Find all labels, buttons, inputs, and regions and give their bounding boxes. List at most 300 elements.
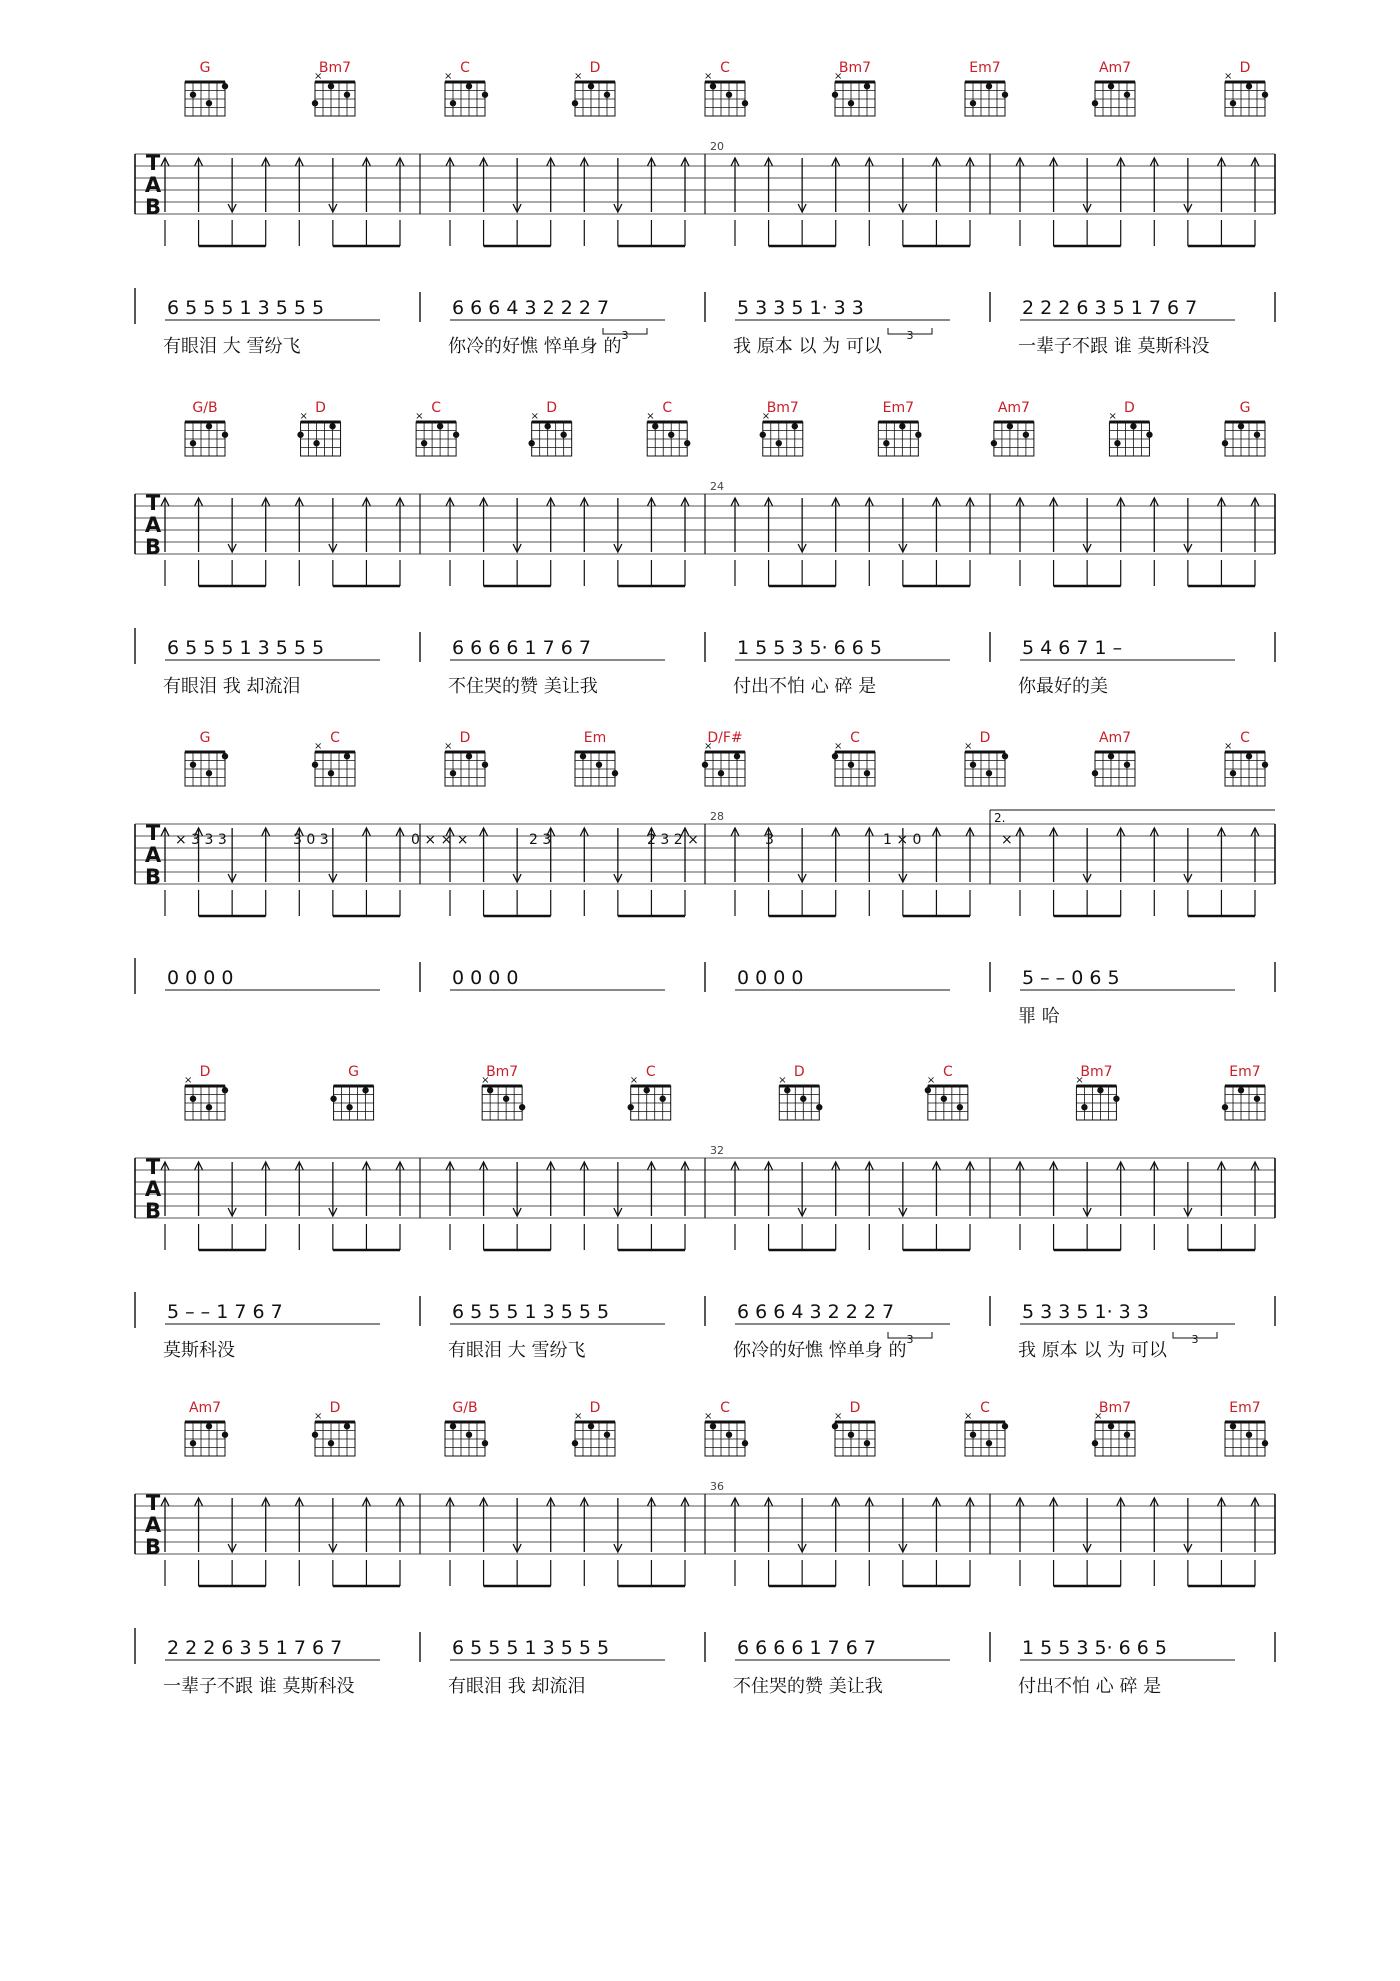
- jianpu-notation: 0 0 0 0: [167, 967, 234, 989]
- finger-dot: [864, 1440, 870, 1446]
- finger-dot: [652, 423, 658, 429]
- chord-diagram: [312, 730, 355, 786]
- chord-name: C: [1240, 730, 1250, 746]
- chord-diagram: [646, 400, 690, 456]
- muted-string-mark: ×: [629, 1075, 639, 1086]
- measure-number: 32: [710, 1144, 724, 1157]
- chord-diagram: [832, 1400, 875, 1456]
- finger-dot: [925, 1087, 931, 1093]
- finger-dot: [206, 1104, 212, 1110]
- chord-diagram: [778, 1064, 822, 1120]
- finger-dot: [190, 762, 196, 768]
- lyrics-line: 不住哭的赞 美让我: [448, 676, 598, 697]
- jianpu-notation: 5 – – 0 6 5: [1022, 967, 1120, 989]
- finger-dot: [986, 1440, 992, 1446]
- jianpu-notation: 6 6 6 4 3 2 2 2 7: [737, 1301, 895, 1323]
- tab-fret-numbers: 3: [765, 832, 774, 848]
- lyrics-line: 有眼泪 大 雪纷飞: [448, 1340, 586, 1361]
- jianpu-notation: 1 5 5 3 5· 6 6 5: [1022, 1637, 1168, 1659]
- finger-dot: [450, 1423, 456, 1429]
- muted-string-mark: ×: [1075, 1075, 1084, 1086]
- finger-dot: [726, 1432, 732, 1438]
- finger-dot: [190, 1440, 196, 1446]
- chord-diagram: [185, 730, 228, 786]
- chord-diagram: [704, 60, 748, 116]
- jianpu-notation: 1 5 5 3 5· 6 6 5: [737, 637, 883, 659]
- tab-fret-numbers: ×: [1001, 832, 1013, 848]
- jianpu-notation: 6 5 5 5 1 3 5 5 5: [452, 1637, 610, 1659]
- finger-dot: [1007, 423, 1013, 429]
- muted-string-mark: ×: [704, 71, 713, 82]
- measure-number: 20: [710, 140, 724, 153]
- chord-name: Bm7: [766, 400, 799, 416]
- finger-dot: [792, 423, 798, 429]
- chord-name: Am7: [188, 1400, 222, 1416]
- chord-diagram: [760, 400, 803, 456]
- tab-clef-letter: A: [144, 1177, 162, 1201]
- jianpu-notation: 6 5 5 5 1 3 5 5 5: [167, 637, 325, 659]
- finger-dot: [915, 432, 921, 438]
- chord-name: C: [720, 1400, 730, 1416]
- chord-name: G: [199, 730, 211, 746]
- finger-dot: [684, 440, 690, 446]
- lyrics-line: 我 原本 以 为 可以: [733, 336, 882, 357]
- jianpu-notation: 5 – – 1 7 6 7: [167, 1301, 283, 1323]
- muted-string-mark: ×: [574, 71, 583, 82]
- finger-dot: [362, 1087, 368, 1093]
- finger-dot: [190, 92, 196, 98]
- finger-dot: [482, 1440, 488, 1446]
- finger-dot: [832, 1423, 838, 1429]
- chord-diagram: [312, 1400, 355, 1456]
- jianpu-notation: 0 0 0 0: [452, 967, 519, 989]
- muted-string-mark: ×: [574, 1411, 583, 1422]
- finger-dot: [519, 1104, 525, 1110]
- finger-dot: [1222, 440, 1228, 446]
- chord-diagram: [1092, 60, 1135, 116]
- chord-diagram: [832, 60, 875, 116]
- finger-dot: [487, 1087, 493, 1093]
- system-1: [135, 60, 1275, 357]
- chord-diagram: [185, 60, 228, 116]
- triplet-mark: 3: [1191, 1333, 1199, 1346]
- finger-dot: [1097, 1087, 1103, 1093]
- tab-clef-letter: B: [144, 195, 162, 219]
- finger-dot: [644, 1087, 650, 1093]
- finger-dot: [1262, 1440, 1268, 1446]
- finger-dot: [742, 1440, 748, 1446]
- finger-dot: [466, 83, 472, 89]
- jianpu-notation: 2 2 2 6 3 5 1 7 6 7: [167, 1637, 343, 1659]
- finger-dot: [453, 432, 459, 438]
- muted-string-mark: ×: [834, 1411, 843, 1422]
- chord-name: D: [1124, 400, 1135, 416]
- tab-clef-letter: T: [145, 151, 161, 175]
- chord-name: C: [942, 1064, 953, 1080]
- finger-dot: [206, 1423, 212, 1429]
- finger-dot: [313, 440, 319, 446]
- finger-dot: [1124, 92, 1130, 98]
- tab-clef-letter: B: [144, 1535, 162, 1559]
- finger-dot: [206, 770, 212, 776]
- finger-dot: [604, 92, 610, 98]
- finger-dot: [848, 100, 854, 106]
- finger-dot: [784, 1087, 790, 1093]
- finger-dot: [330, 1096, 336, 1102]
- finger-dot: [628, 1104, 634, 1110]
- chord-name: D: [589, 60, 601, 76]
- chord-name: Bm7: [1080, 1064, 1113, 1080]
- jianpu-notation: 5 4 6 7 1 –: [1022, 637, 1123, 659]
- finger-dot: [344, 1423, 350, 1429]
- finger-dot: [503, 1096, 509, 1102]
- finger-dot: [660, 1096, 666, 1102]
- finger-dot: [1092, 770, 1098, 776]
- jianpu-notation: 6 5 5 5 1 3 5 5 5: [167, 297, 325, 319]
- muted-string-mark: ×: [1108, 411, 1117, 422]
- finger-dot: [1262, 92, 1268, 98]
- triplet-mark: 3: [906, 329, 914, 342]
- finger-dot: [1108, 753, 1114, 759]
- finger-dot: [1002, 92, 1008, 98]
- finger-dot: [588, 1423, 594, 1429]
- finger-dot: [544, 423, 550, 429]
- chord-diagram: [297, 400, 340, 456]
- chord-diagram: [185, 400, 228, 456]
- jianpu-notation: 5 3 3 5 1· 3 3: [737, 297, 864, 319]
- finger-dot: [450, 770, 456, 776]
- muted-string-mark: ×: [299, 411, 308, 422]
- finger-dot: [1130, 423, 1136, 429]
- tab-fret-numbers: 3 0 3: [293, 832, 329, 848]
- muted-string-mark: ×: [761, 411, 771, 422]
- tab-fret-numbers: × 3 3 3: [175, 832, 227, 848]
- finger-dot: [1222, 1104, 1228, 1110]
- finger-dot: [612, 770, 618, 776]
- tab-fret-numbers: 2 3: [529, 832, 552, 848]
- finger-dot: [329, 423, 335, 429]
- finger-dot: [1092, 1440, 1098, 1446]
- finger-dot: [1002, 1423, 1008, 1429]
- chord-name: C: [720, 60, 730, 76]
- chord-name: Em7: [882, 400, 915, 416]
- muted-string-mark: ×: [444, 741, 453, 752]
- chord-name: Em7: [1229, 1400, 1261, 1416]
- volta-bracket: 2.: [994, 811, 1006, 825]
- muted-string-mark: ×: [926, 1075, 936, 1086]
- chord-diagram: [481, 1064, 525, 1120]
- finger-dot: [328, 1440, 334, 1446]
- finger-dot: [832, 753, 838, 759]
- chord-name: D: [329, 1400, 341, 1416]
- finger-dot: [206, 423, 212, 429]
- finger-dot: [864, 770, 870, 776]
- finger-dot: [1254, 432, 1260, 438]
- finger-dot: [1124, 762, 1130, 768]
- finger-dot: [312, 762, 318, 768]
- finger-dot: [482, 92, 488, 98]
- finger-dot: [190, 1096, 196, 1102]
- triplet-mark: 3: [906, 1333, 914, 1346]
- finger-dot: [991, 440, 997, 446]
- chord-diagram: [628, 1064, 671, 1120]
- finger-dot: [1114, 440, 1120, 446]
- muted-string-mark: ×: [704, 1411, 713, 1422]
- jianpu-notation: 6 6 6 6 1 7 6 7: [737, 1637, 876, 1659]
- chord-diagram: [704, 1400, 748, 1456]
- finger-dot: [899, 423, 905, 429]
- lyrics-line: 付出不怕 心 碎 是: [733, 676, 877, 697]
- jianpu-notation: 6 6 6 4 3 2 2 2 7: [452, 297, 610, 319]
- chord-name: D: [315, 400, 326, 416]
- chord-diagram: [1222, 1064, 1265, 1120]
- chord-diagram: [965, 60, 1008, 116]
- muted-string-mark: ×: [1224, 71, 1233, 82]
- jianpu-notation: 6 5 5 5 1 3 5 5 5: [452, 1301, 610, 1323]
- finger-dot: [580, 753, 586, 759]
- finger-dot: [1238, 423, 1244, 429]
- finger-dot: [528, 440, 534, 446]
- muted-string-mark: ×: [314, 71, 323, 82]
- finger-dot: [1092, 100, 1098, 106]
- chord-name: C: [645, 1064, 656, 1080]
- muted-string-mark: ×: [778, 1075, 787, 1086]
- finger-dot: [604, 1432, 610, 1438]
- finger-dot: [344, 753, 350, 759]
- muted-string-mark: ×: [481, 1075, 490, 1086]
- chord-diagram: [528, 400, 571, 456]
- chord-name: Am7: [997, 400, 1030, 416]
- chord-diagram: [991, 400, 1034, 456]
- chord-name: Am7: [1098, 730, 1132, 746]
- lyrics-line: 有眼泪 大 雪纷飞: [163, 336, 301, 357]
- lyrics-line: 莫斯科没: [163, 1340, 235, 1361]
- chord-name: D: [589, 1400, 601, 1416]
- finger-dot: [710, 1423, 716, 1429]
- muted-string-mark: ×: [530, 411, 540, 422]
- tab-clef-letter: B: [144, 1199, 162, 1223]
- chord-name: C: [431, 400, 442, 416]
- tab-fret-numbers: 1 × 0: [883, 832, 922, 848]
- chord-diagram: [185, 1400, 228, 1456]
- chord-diagram: [878, 400, 921, 456]
- finger-dot: [726, 92, 732, 98]
- chord-name: Bm7: [1098, 1400, 1132, 1416]
- chord-diagram: [925, 1064, 968, 1120]
- chord-name: G: [199, 60, 211, 76]
- chord-name: D: [849, 1400, 861, 1416]
- tab-clef-letter: T: [145, 1155, 161, 1179]
- tab-clef-letter: T: [145, 491, 161, 515]
- finger-dot: [190, 440, 196, 446]
- lyrics-line: 你冷的好憔 悴单身 的: [733, 1340, 907, 1361]
- finger-dot: [848, 762, 854, 768]
- finger-dot: [702, 762, 708, 768]
- finger-dot: [346, 1104, 352, 1110]
- finger-dot: [312, 1432, 318, 1438]
- jianpu-notation: 5 3 3 5 1· 3 3: [1022, 1301, 1149, 1323]
- chord-diagram: [184, 1064, 228, 1120]
- chord-diagram: [572, 1400, 615, 1456]
- lyrics-line: 有眼泪 我 却流泪: [448, 1676, 586, 1697]
- chord-name: Am7: [1098, 60, 1132, 76]
- finger-dot: [710, 83, 716, 89]
- chord-name: G: [1239, 400, 1251, 416]
- finger-dot: [312, 100, 318, 106]
- chord-diagram: [1092, 730, 1135, 786]
- muted-string-mark: ×: [1094, 1411, 1103, 1422]
- finger-dot: [848, 1432, 854, 1438]
- finger-dot: [588, 83, 594, 89]
- lyrics-line: 一辈子不跟 谁 莫斯科没: [1018, 336, 1210, 357]
- chord-diagram: [330, 1064, 373, 1120]
- finger-dot: [1254, 1096, 1260, 1102]
- chord-name: D: [546, 400, 558, 416]
- finger-dot: [466, 1432, 472, 1438]
- chord-name: C: [850, 730, 860, 746]
- chord-name: D: [793, 1064, 805, 1080]
- chord-diagram: [572, 60, 615, 116]
- chord-diagram: [1224, 60, 1268, 116]
- finger-dot: [596, 762, 602, 768]
- jianpu-notation: 2 2 2 6 3 5 1 7 6 7: [1022, 297, 1198, 319]
- tab-clef-letter: A: [144, 173, 162, 197]
- muted-string-mark: ×: [1224, 741, 1233, 752]
- chord-name: C: [980, 1400, 990, 1416]
- finger-dot: [1246, 753, 1252, 759]
- tab-fret-numbers: 2 3 2 ×: [647, 832, 699, 848]
- chord-name: Em7: [969, 60, 1001, 76]
- chord-name: Bm7: [486, 1064, 519, 1080]
- system-4: [135, 1064, 1275, 1361]
- chord-diagram: [964, 1400, 1008, 1456]
- finger-dot: [832, 92, 838, 98]
- system-5: [135, 1400, 1275, 1697]
- chord-diagram: [445, 1400, 488, 1456]
- finger-dot: [328, 83, 334, 89]
- finger-dot: [1081, 1104, 1087, 1110]
- chord-name: C: [330, 730, 340, 746]
- finger-dot: [1230, 770, 1236, 776]
- finger-dot: [970, 100, 976, 106]
- measure-number: 36: [710, 1480, 724, 1493]
- chord-diagram: [964, 730, 1008, 786]
- finger-dot: [957, 1104, 963, 1110]
- chord-diagram: [1075, 1064, 1119, 1120]
- muted-string-mark: ×: [964, 741, 973, 752]
- finger-dot: [344, 92, 350, 98]
- finger-dot: [222, 432, 228, 438]
- lyrics-line: 罪 哈: [1018, 1006, 1060, 1027]
- measure-number: 28: [710, 810, 724, 823]
- chord-diagram: [415, 400, 459, 456]
- finger-dot: [1230, 100, 1236, 106]
- finger-dot: [1230, 1423, 1236, 1429]
- chord-diagram: [575, 730, 618, 786]
- chord-name: D: [979, 730, 991, 746]
- chord-name: G: [348, 1064, 360, 1080]
- lyrics-line: 你冷的好憔 悴单身 的: [448, 336, 622, 357]
- finger-dot: [1238, 1087, 1244, 1093]
- muted-string-mark: ×: [184, 1075, 193, 1086]
- muted-string-mark: ×: [314, 741, 323, 752]
- finger-dot: [970, 1432, 976, 1438]
- finger-dot: [986, 83, 992, 89]
- jianpu-notation: 0 0 0 0: [737, 967, 804, 989]
- finger-dot: [560, 432, 566, 438]
- finger-dot: [941, 1096, 947, 1102]
- finger-dot: [1246, 1432, 1252, 1438]
- lyrics-line: 一辈子不跟 谁 莫斯科没: [163, 1676, 355, 1697]
- finger-dot: [1124, 1432, 1130, 1438]
- muted-string-mark: ×: [314, 1411, 323, 1422]
- lyrics-line: 你最好的美: [1018, 676, 1108, 697]
- chord-name: D: [459, 730, 471, 746]
- muted-string-mark: ×: [834, 741, 843, 752]
- tab-clef-letter: A: [144, 513, 162, 537]
- chord-name: Em7: [1229, 1064, 1261, 1080]
- finger-dot: [572, 100, 578, 106]
- finger-dot: [206, 100, 212, 106]
- muted-string-mark: ×: [704, 741, 713, 752]
- muted-string-mark: ×: [646, 411, 655, 422]
- finger-dot: [222, 753, 228, 759]
- triplet-mark: 3: [621, 329, 629, 342]
- tab-clef-letter: T: [145, 1491, 161, 1515]
- tab-clef-letter: A: [144, 843, 162, 867]
- finger-dot: [1002, 753, 1008, 759]
- finger-dot: [883, 440, 889, 446]
- finger-dot: [450, 100, 456, 106]
- chord-name: Bm7: [318, 60, 352, 76]
- tab-clef-letter: B: [144, 535, 162, 559]
- chord-diagram: [1108, 400, 1152, 456]
- chord-name: Em: [583, 730, 607, 746]
- finger-dot: [718, 770, 724, 776]
- finger-dot: [1113, 1096, 1119, 1102]
- system-3: [135, 730, 1275, 1027]
- finger-dot: [776, 440, 782, 446]
- lyrics-line: 付出不怕 心 碎 是: [1018, 1676, 1162, 1697]
- finger-dot: [1023, 432, 1029, 438]
- lyrics-line: 有眼泪 我 却流泪: [163, 676, 301, 697]
- finger-dot: [986, 770, 992, 776]
- finger-dot: [466, 753, 472, 759]
- finger-dot: [800, 1096, 806, 1102]
- chord-diagram: [1224, 730, 1268, 786]
- finger-dot: [437, 423, 443, 429]
- chord-name: G/B: [452, 1400, 478, 1416]
- chord-diagram: [1092, 1400, 1135, 1456]
- muted-string-mark: ×: [444, 71, 453, 82]
- finger-dot: [328, 770, 334, 776]
- finger-dot: [222, 83, 228, 89]
- system-2: [135, 400, 1275, 697]
- finger-dot: [1246, 83, 1252, 89]
- finger-dot: [742, 100, 748, 106]
- finger-dot: [572, 1440, 578, 1446]
- finger-dot: [734, 753, 740, 759]
- finger-dot: [421, 440, 427, 446]
- jianpu-notation: 6 6 6 6 1 7 6 7: [452, 637, 591, 659]
- chord-diagram: [444, 60, 488, 116]
- finger-dot: [668, 432, 674, 438]
- chord-name: D: [1239, 60, 1251, 76]
- finger-dot: [297, 432, 303, 438]
- finger-dot: [222, 1087, 228, 1093]
- tab-fret-numbers: 0 × × ×: [411, 832, 469, 848]
- finger-dot: [760, 432, 766, 438]
